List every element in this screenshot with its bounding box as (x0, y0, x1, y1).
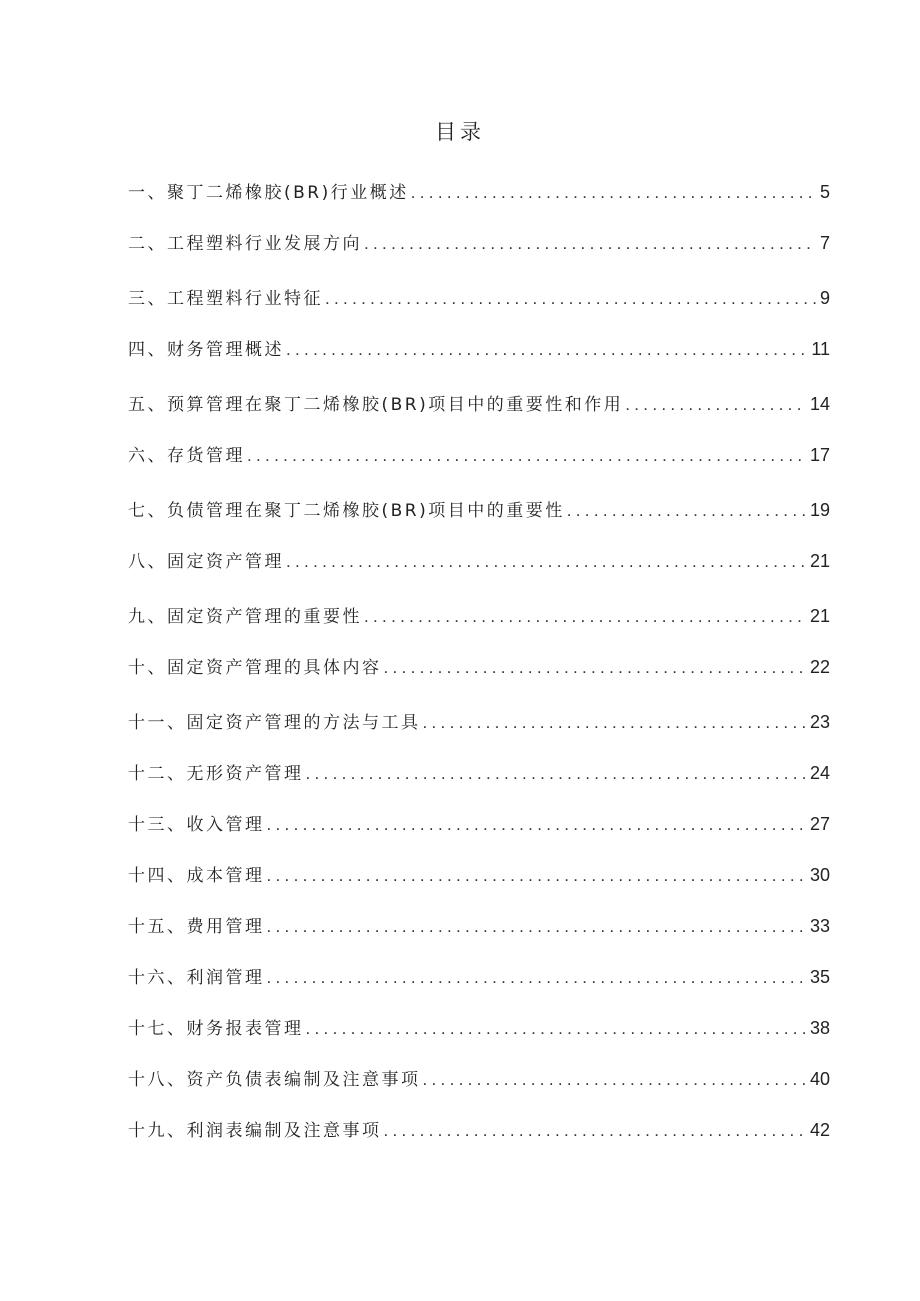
table-of-contents (128, 177, 830, 1166)
toc-page-number: 9 (819, 288, 830, 308)
toc-entry-label: 九、固定资产管理的重要性 (128, 607, 362, 627)
toc-dot-leader (567, 496, 806, 526)
toc-entry[interactable] (128, 334, 830, 389)
toc-page-number: 42 (809, 1120, 830, 1140)
toc-page-number: 17 (809, 445, 830, 465)
toc-entry-label: 五、预算管理在聚丁二烯橡胶(BR)项目中的重要性和作用 (128, 395, 624, 415)
toc-dot-leader (411, 178, 816, 208)
toc-entry[interactable] (128, 911, 830, 962)
toc-entry[interactable] (128, 860, 830, 911)
toc-entry[interactable] (128, 546, 830, 601)
toc-entry[interactable] (128, 758, 830, 809)
toc-dot-leader (267, 861, 806, 891)
toc-page-number: 33 (809, 916, 830, 936)
toc-entry[interactable] (128, 601, 830, 652)
toc-dot-leader (325, 284, 816, 314)
toc-entry-label: 一、聚丁二烯橡胶(BR)行业概述 (128, 183, 409, 203)
toc-title: 目录 (435, 120, 485, 144)
toc-entry-label: 十六、利润管理 (128, 968, 265, 988)
toc-page-number: 21 (809, 606, 830, 626)
toc-page-number: 19 (809, 500, 830, 520)
toc-entry[interactable] (128, 1013, 830, 1064)
toc-dot-leader (286, 335, 807, 365)
toc-entry[interactable] (128, 1064, 830, 1115)
toc-page-number: 38 (809, 1018, 830, 1038)
toc-entry-label: 十四、成本管理 (128, 866, 265, 886)
toc-entry[interactable] (128, 809, 830, 860)
toc-entry[interactable] (128, 1115, 830, 1166)
toc-page-number: 11 (811, 339, 830, 359)
toc-entry-label: 十三、收入管理 (128, 815, 265, 835)
toc-entry-label: 十二、无形资产管理 (128, 764, 304, 784)
toc-page-number: 23 (809, 712, 830, 732)
toc-entry[interactable] (128, 495, 830, 546)
toc-entry[interactable] (128, 177, 830, 228)
toc-entry-label: 十五、费用管理 (128, 917, 265, 937)
toc-dot-leader (625, 390, 806, 420)
toc-page-number: 22 (809, 657, 830, 677)
toc-dot-leader (247, 441, 806, 471)
toc-entry[interactable] (128, 707, 830, 758)
toc-dot-leader (423, 1065, 806, 1095)
toc-entry-label: 七、负债管理在聚丁二烯橡胶(BR)项目中的重要性 (128, 501, 565, 521)
toc-page-number: 14 (809, 394, 830, 414)
toc-page-number: 5 (819, 182, 830, 202)
toc-dot-leader (306, 759, 806, 789)
toc-dot-leader (267, 810, 806, 840)
toc-entry[interactable] (128, 389, 830, 440)
toc-entry[interactable] (128, 283, 830, 334)
toc-dot-leader (267, 912, 806, 942)
toc-entry[interactable] (128, 228, 830, 283)
toc-entry-label: 二、工程塑料行业发展方向 (128, 234, 362, 254)
toc-entry-label: 十七、财务报表管理 (128, 1019, 304, 1039)
toc-dot-leader (384, 1116, 806, 1146)
toc-page-number: 27 (809, 814, 830, 834)
toc-entry-label: 六、存货管理 (128, 446, 245, 466)
toc-dot-leader (423, 708, 806, 738)
toc-page-number: 35 (809, 967, 830, 987)
toc-entry[interactable] (128, 440, 830, 495)
toc-entry[interactable] (128, 962, 830, 1013)
toc-dot-leader (364, 229, 816, 259)
toc-page-number: 30 (809, 865, 830, 885)
toc-page-number: 21 (809, 551, 830, 571)
toc-dot-leader (267, 963, 806, 993)
toc-entry-label: 十九、利润表编制及注意事项 (128, 1121, 382, 1141)
toc-dot-leader (306, 1014, 806, 1044)
toc-entry-label: 十八、资产负债表编制及注意事项 (128, 1070, 421, 1090)
toc-page-number: 40 (809, 1069, 830, 1089)
toc-entry-label: 四、财务管理概述 (128, 340, 284, 360)
toc-dot-leader (286, 547, 806, 577)
toc-page-number: 24 (809, 763, 830, 783)
toc-dot-leader (364, 602, 806, 632)
toc-entry-label: 八、固定资产管理 (128, 552, 284, 572)
toc-entry-label: 十一、固定资产管理的方法与工具 (128, 713, 421, 733)
toc-entry-label: 三、工程塑料行业特征 (128, 289, 323, 309)
toc-page-number: 7 (819, 233, 830, 253)
toc-entry[interactable] (128, 652, 830, 707)
toc-dot-leader (384, 653, 806, 683)
toc-entry-label: 十、固定资产管理的具体内容 (128, 658, 382, 678)
